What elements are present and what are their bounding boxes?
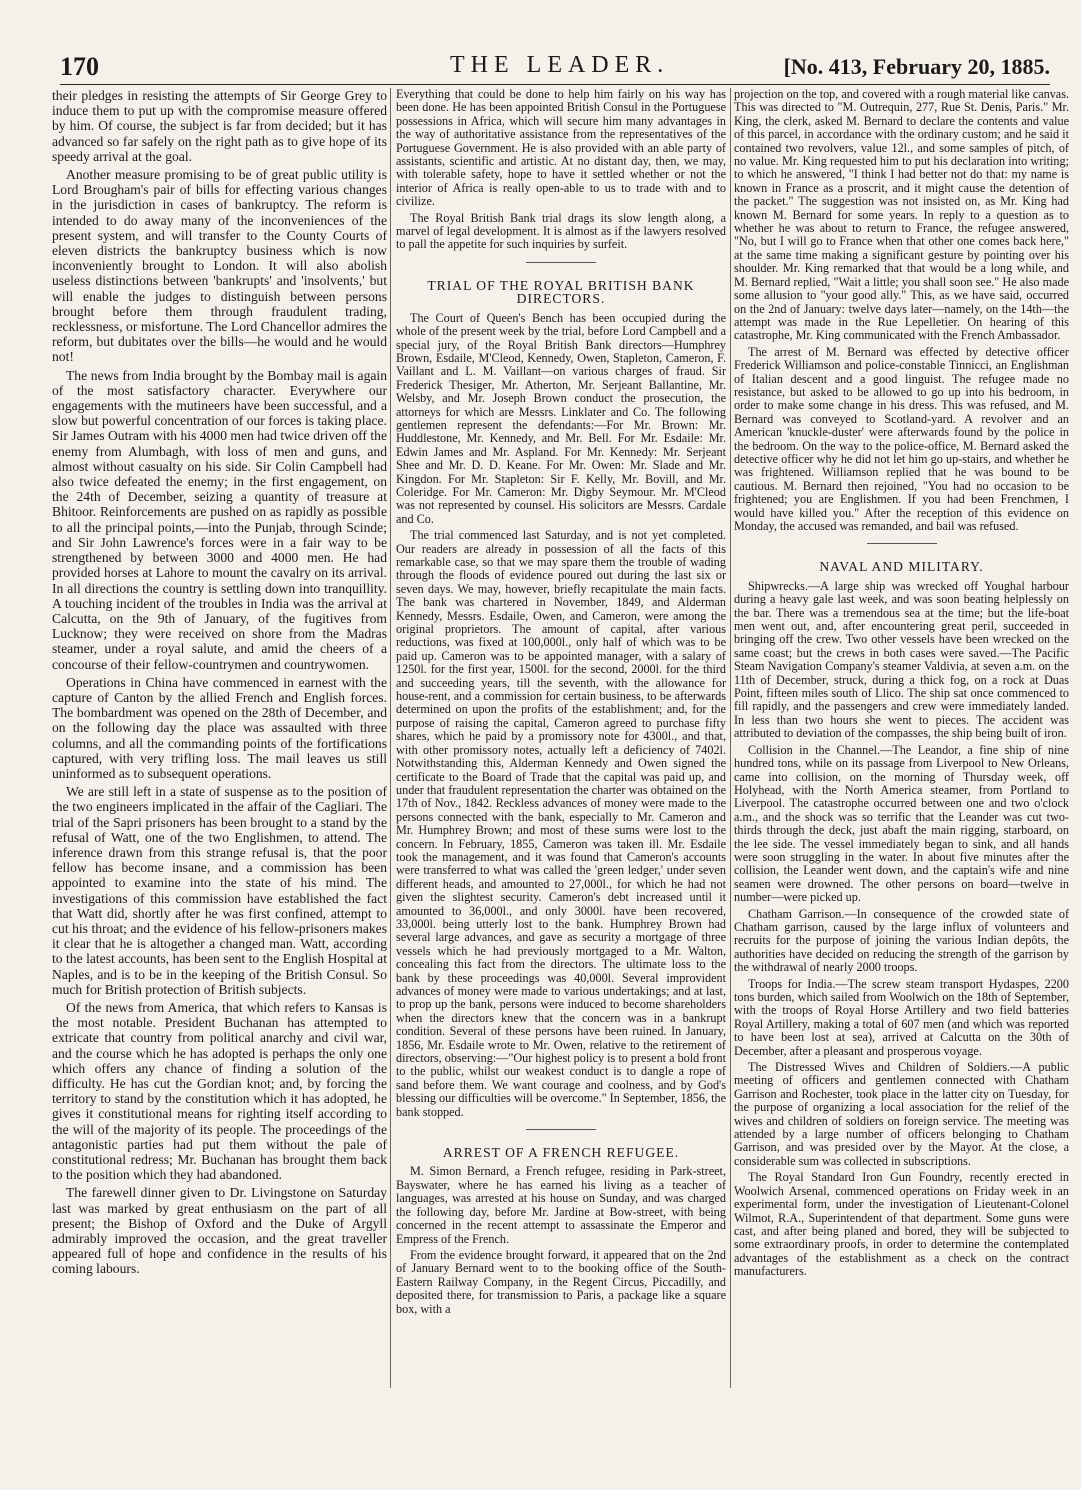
issue-info: [No. 413, February 20, 1885. (783, 54, 1050, 79)
column-2 (396, 88, 726, 1483)
paragraph: their pledges in resisting the attempts of Sir George Grey to induce them to put up with the compromise measure offered by him. Of course, the subject is far from decided; but it has advanced so far safely on the right path as to give hope of its speedy arrival at the goal. (52, 88, 387, 164)
paragraph: We are still left in a state of suspense as to the position of the two engineers implicated in the affair of the Cagliari. The trial of the Sapri prisoners has been brought to a stand by the refusal of Watt, one of the two Englishmen, to attend. The inference drawn from this strange refusal is, that the poor fellow has become insane, and a commission has been appointed to examine into the state of his mind. The investigations of this commission have established the fact that Watt did, shortly after he was first confined, attempt to cut his throat; and the evidence of his fellow-prisoners makes it clear that he is altogether a changed man. Watt, according to the latest accounts, has been sent to the English Hospital at Naples, and is to be in the keeping of the British Consul. So much for British protection of British subjects. (52, 784, 387, 997)
paragraph: Everything that could be done to help him fairly on his way has been done. He has been appointed British Consul in the Portuguese possessions in Africa, which will secure him many advantages in the way of authoritative assistance from the representatives of the Portuguese Government. He is also provided with an able party of assistants, scientific and artistic. At no distant day, then, we may, with tolerable safety, hope to have it settled whether or not the interior of Africa is really open-able to us to trade with and to civilize. (396, 88, 726, 209)
section-divider (526, 262, 596, 263)
paragraph: From the evidence brought forward, it appeared that on the 2nd of January Bernard went to to the booking office of the South-Eastern Railway Company, in the Regent Circus, Piccadilly, and deposited there, for transmission to Paris, a package like a square box, with a (396, 1247, 726, 1316)
paragraph: projection on the top, and covered with a rough material like canvas. This was directed to "M. Outrequin, 277, Rue St. Denis, Paris." Mr. King, the clerk, asked M. Bernard to declare the contents and value of this parcel, in accordance with the ordinary custom; and he said it contained two revolvers, value 12l., and some samples of pitch, of no value. Mr. King requested him to put his declaration into writing; to which he answered, "I think I had better not do that: my name is known in France as a proscrit, and it might cause the detention of the packet." The suggestion was not insisted on, as Mr. King had known M. Bernard for some years. In reply to a question as to whether he was about to return to France, the refugee answered, "No, but I will go to France when that other one comes back here," at the same time making a significant gesture by pointing over his shoulder. Mr. King remarked that that would be a long while, and M. Bernard replied, "Wait a little; you shall soon see." He also made some allusion to "your good ally." This, as we have said, occurred on the 2nd of January: twelve days later—namely, on the 14th—the attempt was made in the Rue Lepelletier. On hearing of this catastrophe, Mr. King communicated with the French Ambassador. (734, 88, 1069, 343)
paragraph: The news from India brought by the Bombay mail is again of the most satisfactory character. Everywhere our engagements with the mutineers have been successful, and a slow but powerful concentration of our forces is taking place. Sir James Outram with his 4000 men had twice driven off the enemy from Alumbagh, with loss of men and guns, and almost without casualty on his side. Sir Colin Campbell had also twice defeated the enemy; in the first engagement, on the 24th of December, seizing a quantity of treasure at Bhitoor. Reinforcements are pushed on as rapidly as possible to all the principal points,—into the Punjab, through Scinde; and Sir John Lawrence's forces were in a fair way to be strengthened by between 3000 and 4000 men. He had provided horses at Lahore to mount the cavalry on its arrival. In all directions the country is settling down into tranquillity. A touching incident of the troubles in India was the arrival at Calcutta, on the 9th of January, of the fugitives from Lucknow; they were received on shore from the Madras steamer, under a royal salute, and amid the cheers of a concourse of their fellow-countrymen and countrywomen. (52, 367, 387, 672)
section-heading-arrest: ARREST OF A FRENCH REFUGEE. (442, 1145, 680, 1161)
paragraph: The Court of Queen's Bench has been occupied during the whole of the present week by the trial, before Lord Campbell and a special jury, of the Royal British Bank directors—Humphrey Brown, Esdaile, M'Cleod, Kennedy, Owen, Stapleton, Cameron, F. Vaillant and L. M. Vaillant—on various charges of fraud. Sir Frederick Thesiger, Mr. Atherton, Mr. Serjeant Ballantine, Mr. Welsby, and Mr. Joseph Brown conduct the prosecution, the attorneys for which are Messrs. Linklater and Co. The following gentlemen represent the defendants:—For Mr. Brown: Mr. Huddlestone, Mr. Kennedy, and Mr. Bell. For Mr. Esdaile: Mr. Edwin James and Mr. Aspland. For Mr. Kennedy: Mr. Serjeant Shee and Mr. D. D. Keane. For Mr. Owen: Mr. Slade and Mr. Kingdon. For Mr. Stapleton: Sir F. Kelly, Mr. Bovill, and Mr. Coleridge. For Mr. Cameron: Mr. Digby Seymour. Mr. M'Cleod was not represented by counsel. His solicitors are Messrs. Cardale and Co. (396, 310, 726, 526)
paragraph: Operations in China have commenced in earnest with the capture of Canton by the allied French and English forces. The bombardment was opened on the 28th of December, and on the following day the place was assaulted with three columns, and all the commanding points of the fortifications captured, with very trifling loss. The mail leaves us still uninformed as to subsequent operations. (52, 674, 387, 781)
paragraph: M. Simon Bernard, a French refugee, residing in Park-street, Bayswater, where he has earned his living as a teacher of languages, was arrested at his house on Sunday, and was charged the following day, before Mr. Jardine at Bow-street, with being concerned in the recent attempt to assassinate the Emperor and Empress of the French. (396, 1164, 726, 1246)
paragraph: The Royal British Bank trial drags its slow length along, a marvel of legal development. It is almost as if the lawyers resolved to pall the appetite for such inquiries by surfeit. (396, 210, 726, 252)
masthead: THE LEADER. (450, 52, 670, 78)
paragraph: Of the news from America, that which refers to Kansas is the most notable. President Buchanan has attempted to extricate that country from political anarchy and civil war, and the course which he has adopted is perhaps the only one which offers any chance of finding a solution of the difficulty. He has cut the Gordian knot; and, by forcing the territory to stand by the constitution which it has adopted, he gives it constitutional means for righting itself according to the will of the majority of its people. The proceedings of the antagonistic parties had put them without the pale of constitutional redress; Mr. Buchanan has brought them back to the position which they had abandoned. (52, 999, 387, 1183)
column-3 (734, 88, 1069, 1483)
column-rule (730, 88, 731, 1388)
page-number: 170 (60, 52, 99, 81)
section-heading-trial: TRIAL OF THE ROYAL BRITISH BANK DIRECTORS. (427, 277, 695, 307)
section-heading-naval: NAVAL AND MILITARY. (819, 559, 984, 575)
page-header (60, 50, 1050, 85)
section-divider (526, 1129, 596, 1130)
paragraph: The trial commenced last Saturday, and is not yet completed. Our readers are already in possession of all the facts of this remarkable case, so that we may spare them the trouble of wading through the floods of evidence poured out during the last six or seven days. We may, however, briefly recapitulate the main facts. The bank was chartered in November, 1849, and Alderman Kennedy, Messrs. Esdaile, Owen, and Cameron, were among the original proprietors. The amount of capital, after various reductions, was fixed at 100,000l., only half of which was to be paid up. Cameron was to be appointed manager, with a salary of 1250l. for the first year, 1500l. for the second, 2000l. for the third and succeeding years, till the seventh, with the allowance for house-rent, and a commission for certain business, to be afterwards determined on upon the profits of the establishment; and, for the purpose of raising the capital, Cameron agreed to purchase fifty shares, which he paid by a promissory note for 4300l., and that, with other promissory notes, actually left a deficiency of 7402l. Notwithstanding this, Alderman Kennedy and Owen signed the certificate to the Board of Trade that the capital was paid up, and under that fraudulent representation the charter was obtained on the 17th of Nov., 1842. Reckless advances of money were made to the persons connected with the bank, especially to Mr. Cameron and Mr. Humphrey Brown; and most of these sums were lost to the concern. In February, 1855, Cameron was taken ill. Mr. Esdaile took the management, and it was found that Cameron's accounts were transferred to what was called the 'green ledger,' under seven different heads, and amounted to 27,000l., for which he had not given the slightest security. Cameron's debt increased until it amounted to 36,000l., and only 3000l. have been recovered, 33,000l. being utterly lost to the bank. Humphrey Brown had several large advances, and gave as security a mortgage of three vessels which he had previously mortgaged to a Mr. Walton, concealing this fact from the directors. The ultimate loss to the bank by these proceedings was 40,000l. Several improvident advances of money were made to various undertakings; and at last, to prop up the bank, persons were induced to become shareholders when the directors knew that the concern was in a bankrupt condition. Several of these persons have been ruined. In January, 1856, Mr. Esdaile wrote to Mr. Owen, relative to the retirement of directors, observing:—"Our highest policy is to present a bold front to the public, whilst our weakest conduct is to dangle a rope of sand before them. We want courage and coolness, and by God's blessing our difficulties will be overcome." In September, 1856, the bank stopped. (396, 528, 726, 1119)
paragraph: The Royal Standard Iron Gun Foundry, recently erected in Woolwich Arsenal, commenced operations on Friday week in an experimental form, under the investigation of Lieutenant-Colonel Wilmot, R.A., Superintendent of that department. Some guns were cast, and after being planed and bored, they will be subjected to some extraordinary proofs, in order to determine the contemplated advantages of the establishment as a check on the contract manufacturers. (734, 1170, 1069, 1279)
section-divider (867, 543, 937, 544)
paragraph: The arrest of M. Bernard was effected by detective officer Frederick Williamson and police-constable Tinnicci, an Englishman of Italian descent and a good linguist. The refugee made no resistance, but asked to be allowed to go up into his bedroom, in order to make some change in his dress. This was refused, and M. Bernard was conveyed to Scotland-yard. A revolver and an American 'knuckle-duster' were afterwards found by the police in the bedroom. On the way to the police-office, M. Bernard asked the detective officer why he did not let him go up-stairs, and whether he was frightened. Williamson replied that he was bound to be cautious. M. Bernard then rejoined, "You had no occasion to be frightened; you are Englishmen. If you had been Frenchmen, I would have killed you." After the reception of this evidence on Monday, the accused was remanded, and bail was refused. (734, 344, 1069, 533)
paragraph: The Distressed Wives and Children of Soldiers.—A public meeting of officers and gentlemen connected with Chatham Garrison and Rochester, took place in the latter city on Tuesday, for the purpose of organizing a local association for the relief of the wives and children of soldiers on foreign service. The meeting was attended by a large number of officers belonging to Chatham Garrison, and was presided over by the Mayor. At the close, a considerable sum was collected in subscriptions. (734, 1060, 1069, 1168)
paragraph: Chatham Garrison.—In consequence of the crowded state of Chatham garrison, caused by the large influx of volunteers and recruits for the purpose of joining the various Indian depôts, the authorities have decided on reducing the strength of the garrison by the withdrawal of nearly 2000 troops. (734, 906, 1069, 975)
paragraph: The farewell dinner given to Dr. Livingstone on Saturday last was marked by great enthusiasm on the part of all present; the Bishop of Oxford and the Duke of Argyll admirably improved the occasion, and the great traveller appeared full of hope and confidence in the results of his coming labours. (52, 1185, 387, 1277)
paragraph: Shipwrecks.—A large ship was wrecked off Youghal harbour during a heavy gale last week, and was soon beating helplessly on the bar. There was a tremendous sea at the time; but the life-boat men went out, and, after encountering great peril, succeeded in bringing off the crew. Two other vessels have been wrecked on the same coast; but the crews in both cases were saved.—The Pacific Steam Navigation Company's steamer Valdivia, at seven a.m. on the 11th of December, struck, during a thick fog, on a rock at Duas Point, fifteen miles south of Llico. The ship sat once commenced to fill rapidly, and the passengers and crew were immediately landed. In less than two hours she went to pieces. The accident was attributed to deviation of the compasses, the ship being built of iron. (734, 578, 1069, 741)
paragraph: Collision in the Channel.—The Leandor, a fine ship of nine hundred tons, while on its passage from Liverpool to New Orleans, came into collision, on the morning of Thursday week, off Holyhead, with the North America steamer, from Portland to Liverpool. The catastrophe occurred between one and two o'clock a.m., and the shock was so terrific that the Leander was cut two-thirds through the deck, just abaft the main rigging, starboard, on the lee side. The vessel immediately began to sink, and all hands were soon struggling in the water. In about five minutes after the collision, the Leander went down, and the captain's wife and nine seamen were drowned. The other persons on board—twelve in number—were picked up. (734, 742, 1069, 905)
column-1 (52, 88, 387, 1483)
paragraph: Troops for India.—The screw steam transport Hydaspes, 2200 tons burden, which sailed from Woolwich on the 18th of September, with the troops of Royal Horse Artillery and two field batteries Royal Artillery, making a total of 607 men (and which was reported to have been lost at sea), arrived at Calcutta on the 30th of December, after a pleasant and prosperous voyage. (734, 976, 1069, 1058)
paragraph: Another measure promising to be of great public utility is Lord Brougham's pair of bills for effecting various changes in the jurisdiction in cases of bankruptcy. The reform is intended to do away many of the inconveniences of the present system, and will transfer to the County Courts of eleven districts the bankruptcy business which is now inconveniently brought to London. It will also abolish useless distinctions between 'bankrupts' and 'insolvents,' but will enable the judges to distinguish between persons brought before them through fraudulent trading, recklessness, or misfortune. The Lord Chancellor admires the reform, but dubitates over the bills—he would and he would not! (52, 167, 387, 365)
column-rule (390, 88, 391, 1388)
